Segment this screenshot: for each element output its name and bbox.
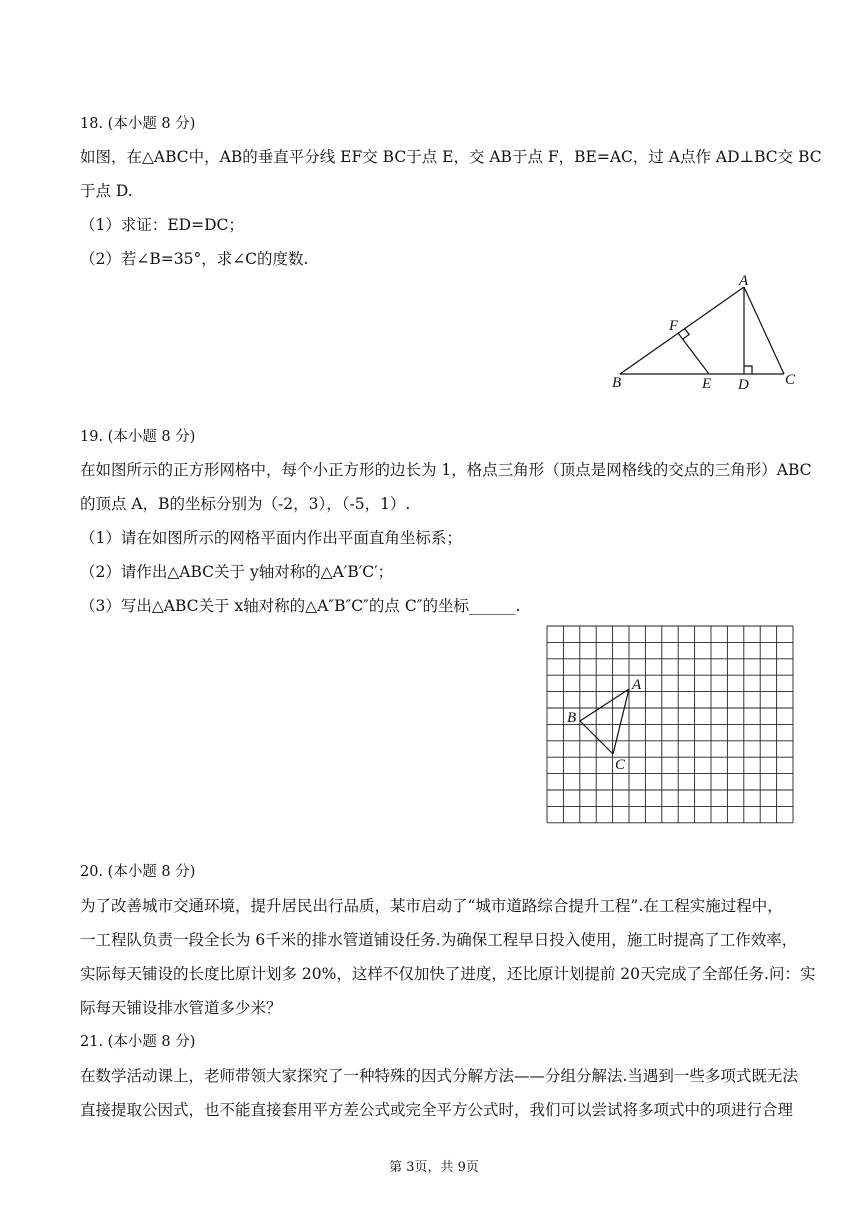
q18-triangle-figure [600,268,810,393]
q20-heading: 20. (本小题 8 分) [80,864,196,880]
label-e: E [702,376,712,392]
q19-part-1: （1）请在如图所示的网格平面内作出平面直角坐标系； [80,529,462,547]
label-c: C [785,372,796,388]
q20-text-line-3: 实际每天铺设的长度比原计划多 20%，这样不仅加快了进度，还比原计划提前 20天完成了全部任务.问：实 [80,965,816,983]
segment-ca [613,689,629,754]
segment-ab [620,287,744,374]
q18-text-line-2: 于点 D. [80,182,133,200]
q19-square-grid-figure [545,624,797,826]
grid-label-b: B [567,710,577,726]
q19-text-line-2: 的顶点 A，B的坐标分别为（-2，3），（-5，1）. [80,495,411,513]
q21-text-line-2: 直接提取公因式，也不能直接套用平方差公式或完全平方公式时，我们可以尝试将多项式中的项进行合理 [80,1101,794,1119]
label-f: F [669,318,679,334]
grid-label-c: C [615,757,626,773]
q20-text-line-2: 一工程队负责一段全长为 6千米的排水管道铺设任务.为确保工程早日投入使用，施工时提高了工作效率， [80,931,798,949]
q21-text-line-1: 在数学活动课上，老师带领大家探究了一种特殊的因式分解方法——分组分解法.当遇到一些多项式既无法 [80,1067,798,1085]
label-d: D [738,377,749,393]
label-a: A [739,273,749,289]
q19-part-2: （2）请作出△ABC关于 y轴对称的△A′B′C′； [80,563,394,581]
q18-heading: 18. (本小题 8 分) [80,116,196,132]
q18-text-line-1: 如图，在△ABC中，AB的垂直平分线 EF交 BC于点 E，交 AB于点 F，BE=AC，过 A点作 AD⊥BC交 BC [80,148,822,166]
q21-heading: 21. (本小题 8 分) [80,1034,196,1050]
grid-label-a: A [632,677,642,693]
q18-part-1: （1）求证：ED=DC； [80,216,244,234]
segment-ab [580,689,629,721]
right-angle-mark-d [744,366,752,374]
q20-text-line-4: 际每天铺设排水管道多少米？ [80,999,282,1017]
label-b: B [612,375,622,391]
page-footer: 第 3页，共 9页 [389,1160,479,1175]
q18-part-2: （2）若∠B=35°，求∠C的度数. [80,250,309,268]
q19-part-3: （3）写出△ABC关于 x轴对称的△A″B″C″的点 C″的坐标______. [80,597,521,615]
q20-text-line-1: 为了改善城市交通环境，提升居民出行品质，某市启动了“城市道路综合提升工程”.在工程实施过程中， [80,897,783,915]
q19-text-line-1: 在如图所示的正方形网格中，每个小正方形的边长为 1，格点三角形（顶点是网格线的交点的三角形）ABC [80,461,812,479]
segment-ac [744,287,784,374]
q19-heading: 19. (本小题 8 分) [80,429,196,445]
